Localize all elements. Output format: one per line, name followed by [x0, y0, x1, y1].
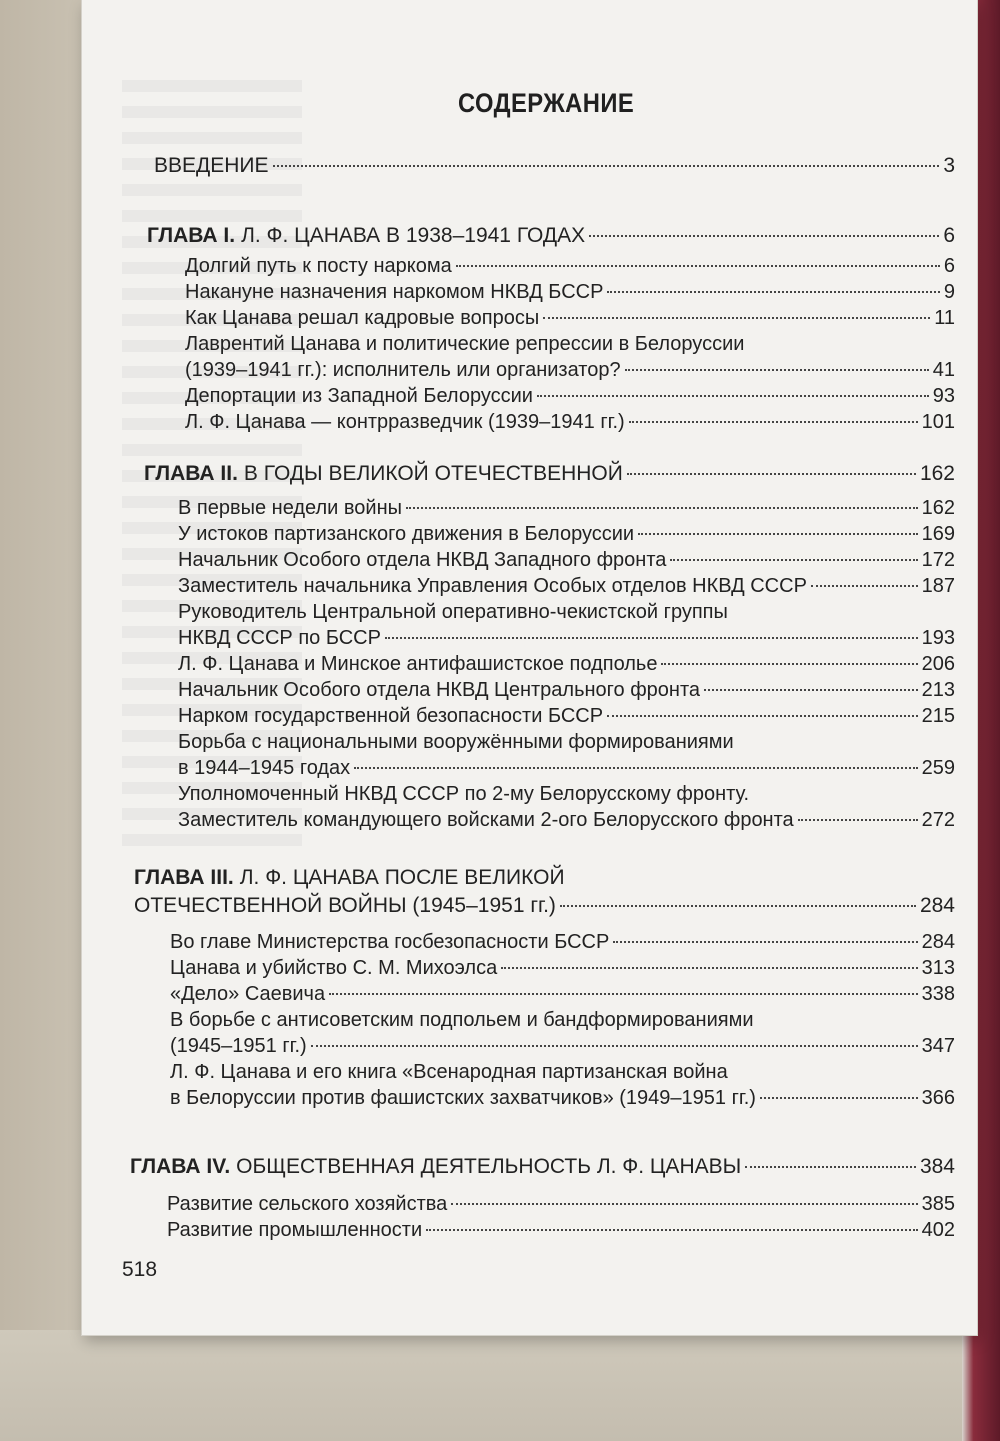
toc-item-label: Цанава и убийство С. М. Михоэлса	[170, 957, 498, 979]
toc-item	[170, 956, 955, 980]
toc-item-label: Депортации из Западной Белоруссии	[185, 385, 533, 407]
chapter-page: 384	[919, 1155, 955, 1178]
toc-item-line	[178, 730, 734, 754]
toc-intro-label: ВВЕДЕНИЕ	[154, 154, 269, 177]
toc-item-page: 272	[921, 809, 955, 831]
dot-leader	[607, 291, 939, 293]
toc-item-label: Уполномоченный НКВД СССР по 2-му Белорусскому фронту.	[178, 783, 750, 805]
chapter-number: ГЛАВА I.	[147, 224, 236, 247]
chapter-page: 162	[919, 462, 955, 485]
toc-chapter-heading	[144, 462, 955, 486]
dot-leader	[560, 905, 916, 907]
toc-item	[178, 756, 955, 780]
dot-leader	[426, 1229, 917, 1231]
dot-leader	[354, 767, 917, 769]
table-of-contents	[82, 0, 977, 1335]
toc-item	[178, 652, 955, 676]
toc-item	[170, 1086, 955, 1110]
toc-item	[185, 306, 955, 330]
toc-item-label: У истоков партизанского движения в Белоруссии	[178, 523, 635, 545]
toc-item-label: Накануне назначения наркомом НКВД БССР	[185, 281, 604, 303]
toc-item-label: Начальник Особого отдела НКВД Центрального фронта	[178, 679, 701, 701]
toc-item-label: Развитие промышленности	[167, 1219, 423, 1241]
toc-item-page: 284	[921, 931, 955, 953]
toc-intro-page: 3	[943, 154, 955, 177]
toc-item-page: 313	[921, 957, 955, 979]
toc-item-label: Л. Ф. Цанава — контрразведчик (1939–1941 гг.)	[185, 411, 625, 433]
toc-item-page: 385	[921, 1193, 955, 1215]
dot-leader	[543, 317, 930, 319]
toc-item-label: Заместитель начальника Управления Особых отделов НКВД СССР	[178, 575, 807, 597]
toc-item-label: Как Цанава решал кадровые вопросы	[185, 307, 540, 329]
book-page	[82, 0, 977, 1335]
dot-leader	[661, 663, 917, 665]
dot-leader	[537, 395, 929, 397]
dot-leader	[607, 715, 918, 717]
dot-leader	[625, 369, 929, 371]
toc-item-label: В первые недели войны	[178, 497, 403, 519]
toc-item-line	[185, 332, 744, 356]
toc-item-line	[170, 1008, 754, 1032]
chapter-title: Л. Ф. ЦАНАВА В 1938–1941 ГОДАХ	[241, 224, 586, 247]
toc-item-page: 215	[921, 705, 955, 727]
toc-item	[178, 548, 955, 572]
toc-item-label: (1945–1951 гг.)	[170, 1035, 307, 1057]
toc-item-label: Начальник Особого отдела НКВД Западного фронта	[178, 549, 667, 571]
toc-item-line-text: Лаврентий Цанава и политические репрессии в Белоруссии	[185, 333, 745, 355]
chapter-number: ГЛАВА IV.	[130, 1155, 231, 1178]
toc-chapter-heading-cont	[134, 894, 955, 918]
toc-item-label: НКВД СССР по БССР	[178, 627, 381, 649]
toc-item	[178, 574, 955, 598]
toc-item	[170, 930, 955, 954]
toc-item-page: 172	[921, 549, 955, 571]
toc-item-page: 206	[921, 653, 955, 675]
toc-item-page: 6	[943, 255, 955, 277]
dot-leader	[798, 819, 918, 821]
toc-item	[185, 384, 955, 408]
toc-item-page: 93	[932, 385, 955, 407]
toc-item-label: Л. Ф. Цанава и Минское антифашистское подполье	[178, 653, 658, 675]
dot-leader	[273, 165, 940, 167]
chapter-title: В ГОДЫ ВЕЛИКОЙ ОТЕЧЕСТВЕННОЙ	[243, 462, 623, 485]
toc-item	[185, 280, 955, 304]
toc-item-label: Заместитель командующего войсками 2-ого Белорусского фронта	[178, 809, 794, 831]
dot-leader	[329, 993, 918, 995]
page-title: СОДЕРЖАНИЕ	[458, 88, 635, 118]
toc-item-label: в Белоруссии против фашистских захватчиков» (1949–1951 гг.)	[170, 1087, 756, 1109]
dot-leader	[811, 585, 918, 587]
toc-chapter-heading	[147, 224, 955, 248]
toc-item	[178, 782, 955, 806]
toc-item-line	[170, 1060, 728, 1084]
toc-item-line	[178, 600, 728, 624]
dot-leader	[638, 533, 918, 535]
toc-item	[178, 496, 955, 520]
toc-item	[178, 704, 955, 728]
chapter-title: Л. Ф. ЦАНАВА ПОСЛЕ ВЕЛИКОЙ	[239, 866, 565, 889]
toc-intro	[154, 154, 955, 178]
toc-item-page: 41	[932, 359, 955, 381]
toc-item	[185, 254, 955, 278]
dot-leader	[670, 559, 917, 561]
toc-item	[178, 678, 955, 702]
dot-leader	[385, 637, 918, 639]
toc-item-page: 193	[921, 627, 955, 649]
dot-leader	[745, 1166, 916, 1168]
toc-item	[167, 1218, 955, 1242]
toc-item-page: 366	[921, 1087, 955, 1109]
dot-leader	[311, 1045, 918, 1047]
toc-item	[170, 982, 955, 1006]
toc-item	[170, 1034, 955, 1058]
toc-item-line-text: В борьбе с антисоветским подпольем и бандформированиями	[170, 1009, 754, 1031]
toc-chapter-heading-cont-label: ОТЕЧЕСТВЕННОЙ ВОЙНЫ (1945–1951 гг.)	[134, 894, 556, 917]
toc-item-label: «Дело» Саевича	[170, 983, 326, 1005]
toc-item-page: 101	[921, 411, 955, 433]
chapter-number: ГЛАВА II.	[144, 462, 238, 485]
dot-leader	[629, 421, 918, 423]
toc-item-label: в 1944–1945 годах	[178, 757, 351, 779]
toc-item	[167, 1192, 955, 1216]
dot-leader	[589, 235, 939, 237]
toc-item	[185, 410, 955, 434]
toc-item-label: Во главе Министерства госбезопасности БССР	[170, 931, 610, 953]
chapter-title: ОБЩЕСТВЕННАЯ ДЕЯТЕЛЬНОСТЬ Л. Ф. ЦАНАВЫ	[236, 1155, 742, 1178]
table-surface-bottom	[0, 1330, 1000, 1441]
dot-leader	[760, 1097, 918, 1099]
toc-chapter-heading-cont-page: 284	[919, 894, 955, 917]
chapter-page: 6	[943, 224, 955, 247]
toc-item-label: Развитие сельского хозяйства	[167, 1193, 448, 1215]
toc-item-line-text: Л. Ф. Цанава и его книга «Всенародная партизанская война	[170, 1061, 728, 1083]
toc-chapter-heading	[134, 866, 565, 890]
toc-item	[178, 626, 955, 650]
toc-item-label: Нарком государственной безопасности БССР	[178, 705, 604, 727]
toc-item-page: 187	[921, 575, 955, 597]
toc-item-line-text: Борьба с национальными вооружёнными формированиями	[178, 731, 734, 753]
toc-item-label: Долгий путь к посту наркома	[185, 255, 452, 277]
dot-leader	[451, 1203, 917, 1205]
dot-leader	[456, 265, 940, 267]
toc-item-page: 259	[921, 757, 955, 779]
toc-item-page: 169	[921, 523, 955, 545]
toc-item-page: 213	[921, 679, 955, 701]
dot-leader	[627, 473, 916, 475]
toc-item	[178, 808, 955, 832]
toc-chapter-heading	[130, 1155, 955, 1179]
toc-item-page: 11	[934, 307, 955, 329]
chapter-number: ГЛАВА III.	[134, 866, 234, 889]
dot-leader	[704, 689, 918, 691]
toc-item-page: 9	[943, 281, 955, 303]
toc-item-page: 347	[921, 1035, 955, 1057]
toc-item	[178, 522, 955, 546]
toc-item	[185, 358, 955, 382]
toc-item-page: 162	[921, 497, 955, 519]
dot-leader	[501, 967, 917, 969]
toc-item-page: 402	[921, 1219, 955, 1241]
dot-leader	[613, 941, 917, 943]
toc-item-line-text: Руководитель Центральной оперативно-чекистской группы	[178, 601, 728, 623]
dot-leader	[406, 507, 918, 509]
toc-item-page: 338	[921, 983, 955, 1005]
toc-item-label: (1939–1941 гг.): исполнитель или организатор?	[185, 359, 621, 381]
page-number: 518	[122, 1258, 158, 1281]
